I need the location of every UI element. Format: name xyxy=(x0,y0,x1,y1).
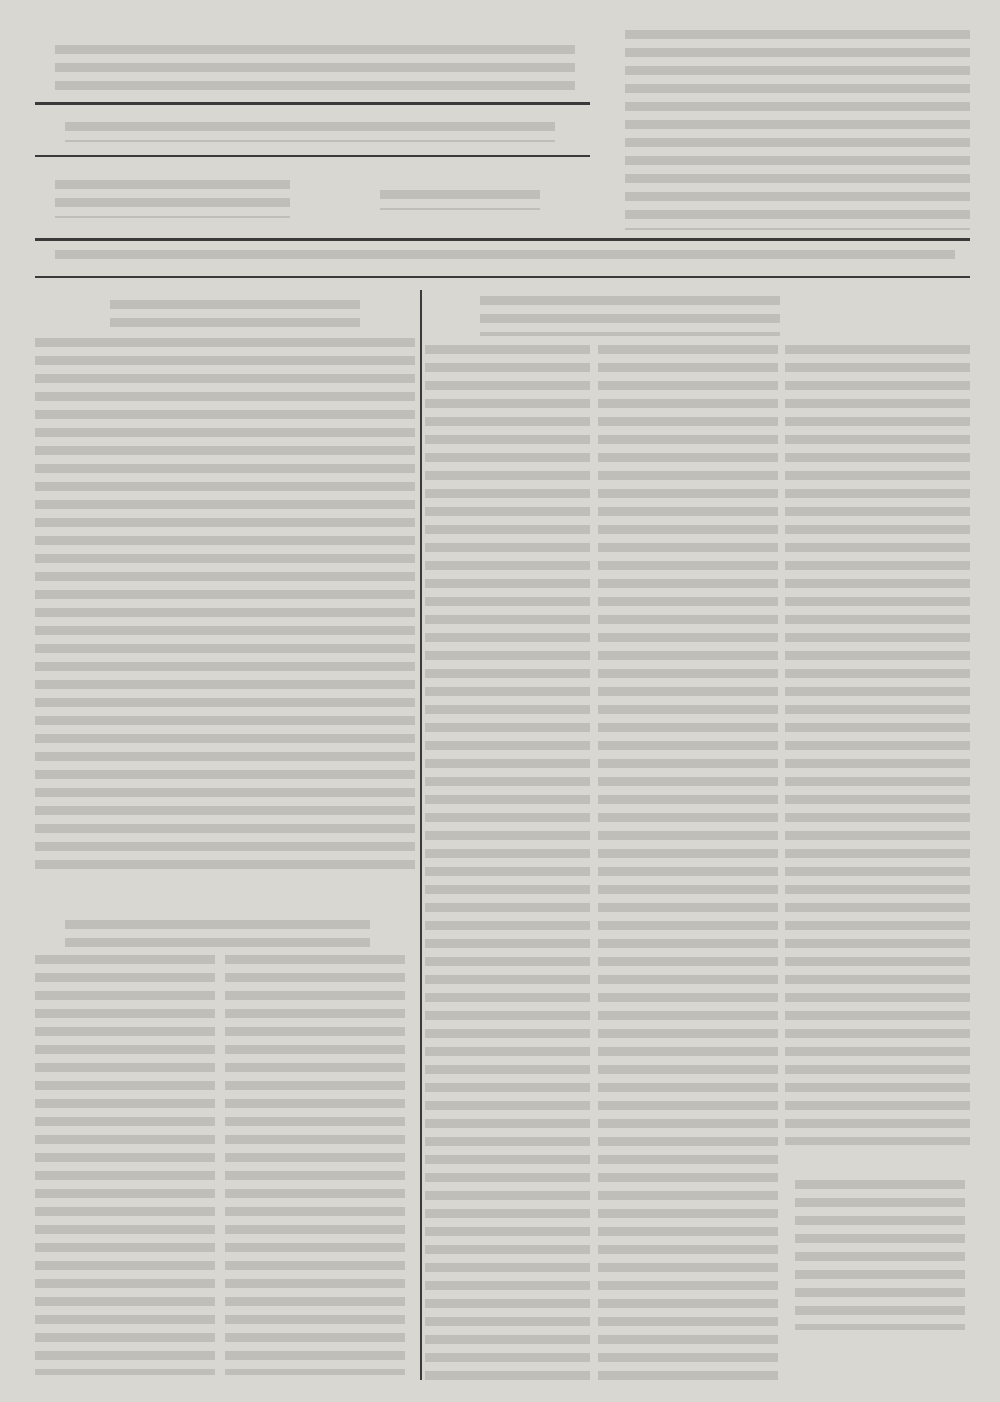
city-column-2 xyxy=(598,345,778,1380)
anniversary-headline xyxy=(65,920,370,950)
anniversary-column-1 xyxy=(35,955,215,1375)
price-block xyxy=(380,190,540,210)
notice-headline xyxy=(110,300,360,330)
masthead-rule xyxy=(35,102,590,105)
notice-body xyxy=(35,338,415,878)
subtitle xyxy=(65,122,555,142)
anniversary-column-2 xyxy=(225,955,405,1375)
address-block xyxy=(55,180,290,218)
column-rule xyxy=(420,290,422,1380)
city-headline xyxy=(480,296,780,336)
issue-top-rule xyxy=(35,238,970,241)
readers-notice xyxy=(795,1180,965,1330)
issue-line xyxy=(55,250,955,268)
issue-bottom-rule xyxy=(35,276,970,278)
subtitle-rule xyxy=(35,155,590,157)
masthead-title xyxy=(55,45,575,95)
masthead-word xyxy=(625,30,970,230)
city-column-3 xyxy=(785,345,970,1145)
city-column-1 xyxy=(425,345,590,1380)
